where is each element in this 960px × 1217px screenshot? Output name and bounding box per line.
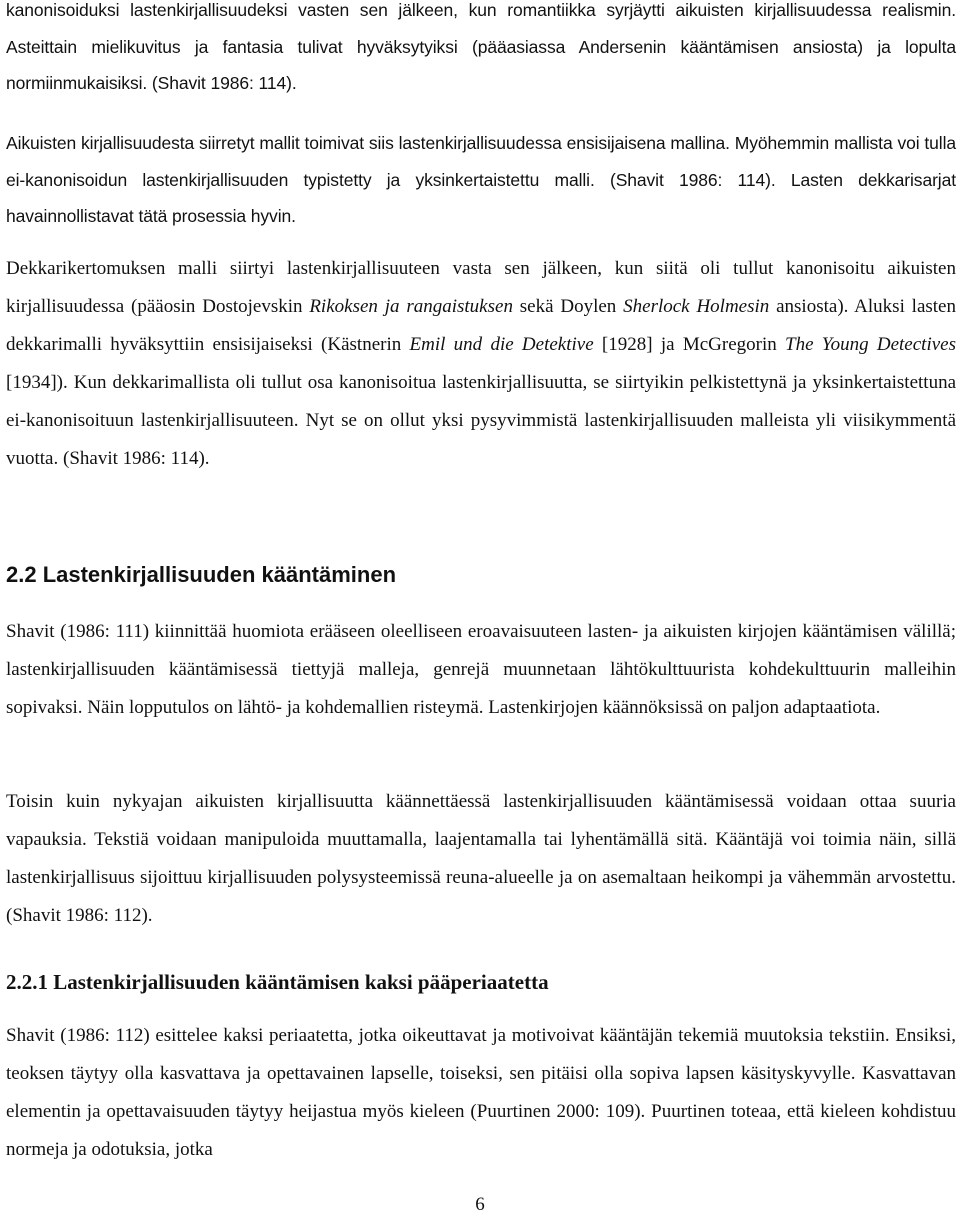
paragraph-text: Dekkarikertomuksen malli siirtyi lastenkirjallisuuteen vasta sen jälkeen, kun siitä oli tullut kanonisoitu aikuisten kirjallisuudessa (pääosin Dostojevskin xyxy=(6,258,956,317)
paragraph-text: ansiosta). Aluksi lasten dekkarimalli hyväksyttiin ensisijaiseksi (Kästnerin xyxy=(6,296,956,355)
book-title-sherlock: Sherlock Holmesin xyxy=(623,296,770,317)
paragraph-text: sekä Doylen xyxy=(512,296,624,317)
paragraph-kaantaminen: Shavit (1986: 111) kiinnittää huomiota erääseen oleelliseen eroavaisuuteen lasten- ja aikuisten kirjojen kääntämisen välillä; lastenkirjallisuuden kääntämisessä tiettyjä malleja, genrejä muunnetaan lähtökulttuurista kohdekulttuurin malleihin sopivaksi. Näin lopputulos on lähtö- ja kohdemallien risteymä. Lastenkirjojen käännöksissä on paljon adaptaatiota. xyxy=(6,621,956,718)
page-number: 6 xyxy=(475,1194,485,1215)
paragraph-paaperiaatteet: Shavit (1986: 112) esittelee kaksi periaatetta, jotka oikeuttavat ja motivoivat kääntäjän tekemiä muutoksia tekstiin. Ensiksi, teoksen täytyy olla kasvattava ja opettavainen lapselle, toiseksi, sen pitäisi olla sopiva lapsen käsityskyvylle. Kasvattavan elementin ja opettavaisuuden täytyy heijastua myös kieleen (Puurtinen 2000: 109). Puurtinen toteaa, että kieleen kohdistuu normeja ja odotuksia, jotka xyxy=(6,1025,956,1160)
paragraph-aikuisten-mallit: Aikuisten kirjallisuudesta siirretyt mallit toimivat siis lastenkirjallisuudessa ensisijaisena mallina. Myöhemmin mallista voi tulla ei-kanonisoidun lastenkirjallisuuden typistetty ja yksinkertaistettu malli. (Shavit 1986: 114). Lasten dekkarisarjat havainnollistavat tätä prosessia hyvin. xyxy=(6,133,956,226)
paragraph-text: [1928] ja McGregorin xyxy=(593,334,786,355)
section-heading-2-2: 2.2 Lastenkirjallisuuden kääntäminen xyxy=(6,562,397,587)
paragraph-dekkarikertomus xyxy=(6,250,956,478)
paragraph-text: [1934]). Kun dekkarimallista oli tullut osa kanonisoitua lastenkirjallisuutta, se siirtyikin pelkistettynä ja yksinkertaistettuna ei-kanonisoituun lastenkirjallisuuteen. Nyt se on ollut yksi pysyvimmistä lastenkirjallisuuden malleista yli viisikymmentä vuotta. (Shavit 1986: 114). xyxy=(6,372,956,469)
paragraph-vapaudet: Toisin kuin nykyajan aikuisten kirjallisuutta käännettäessä lastenkirjallisuuden kääntämisessä voidaan ottaa suuria vapauksia. Tekstiä voidaan manipuloida muuttamalla, laajentamalla tai lyhentämällä sitä. Kääntäjä voi toimia näin, sillä lastenkirjallisuus sijoittuu kirjallisuuden polysysteemissä reuna-alueelle ja on asemaltaan heikompi ja vähemmän arvostettu. (Shavit 1986: 112). xyxy=(6,791,956,926)
paragraph-romantiikka: kanonisoiduksi lastenkirjallisuudeksi vasten sen jälkeen, kun romantiikka syrjäytti aikuisten kirjallisuudessa realismin. Asteittain mielikuvitus ja fantasia tulivat hyväksytyiksi (pääasiassa Andersenin kääntämisen ansiosta) ja lopulta normiinmukaisiksi. (Shavit 1986: 114). xyxy=(6,0,956,93)
book-title-rikoksen: Rikoksen ja rangaistuksen xyxy=(309,296,513,317)
book-title-emil: Emil und die Detektive xyxy=(409,334,594,355)
section-heading-2-2-1: 2.2.1 Lastenkirjallisuuden kääntämisen kaksi pääperiaatetta xyxy=(6,970,549,994)
book-title-young-detectives: The Young Detectives xyxy=(785,334,956,355)
